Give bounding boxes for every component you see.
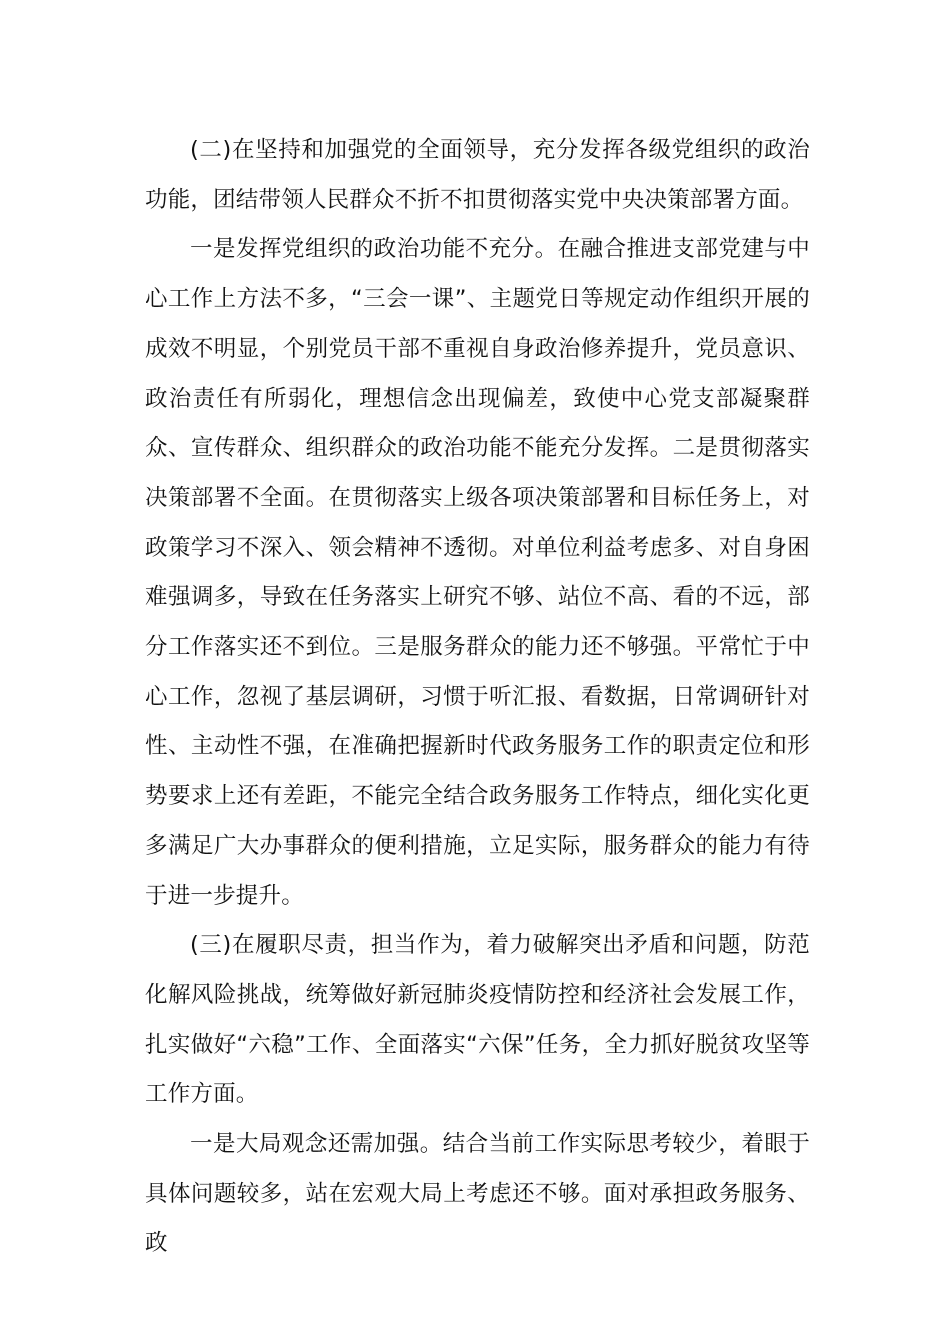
document-body [145, 126, 810, 1269]
paragraph-section-three-heading: (三)在履职尽责，担当作为，着力破解突出矛盾和问题，防范化解风险挑战，统筹做好新冠肺炎疫情防控和经济社会发展工作，扎实做好“六稳”工作、全面落实“六保”任务，全力抓好脱贫攻坚等工作方面。 [145, 932, 810, 1108]
paragraph-section-two-heading: (二)在坚持和加强党的全面领导，充分发挥各级党组织的政治功能，团结带领人民群众不折不扣贯彻落实党中央决策部署方面。 [145, 137, 810, 213]
paragraph-section-two-body: 一是发挥党组织的政治功能不充分。在融合推进支部党建与中心工作上方法不多，“三会一课”、主题党日等规定动作组织开展的成效不明显，个别党员干部不重视自身政治修养提升，党员意识、政治责任有所弱化，理想信念出现偏差，致使中心党支部凝聚群众、宣传群众、组织群众的政治功能不能充分发挥。二是贯彻落实决策部署不全面。在贯彻落实上级各项决策部署和目标任务上，对政策学习不深入、领会精神不透彻。对单位利益考虑多、对自身困难强调多，导致在任务落实上研究不够、站位不高、看的不远，部分工作落实还不到位。三是服务群众的能力还不够强。平常忙于中心工作，忽视了基层调研，习惯于听汇报、看数据，日常调研针对性、主动性不强，在准确把握新时代政务服务工作的职责定位和形势要求上还有差距，不能完全结合政务服务工作特点，细化实化更多满足广大办事群众的便利措施，立足实际，服务群众的能力有待于进一步提升。 [145, 236, 810, 909]
paragraph-section-three-body: 一是大局观念还需加强。结合当前工作实际思考较少，着眼于具体问题较多，站在宏观大局上考虑还不够。面对承担政务服务、政 [145, 1131, 810, 1257]
